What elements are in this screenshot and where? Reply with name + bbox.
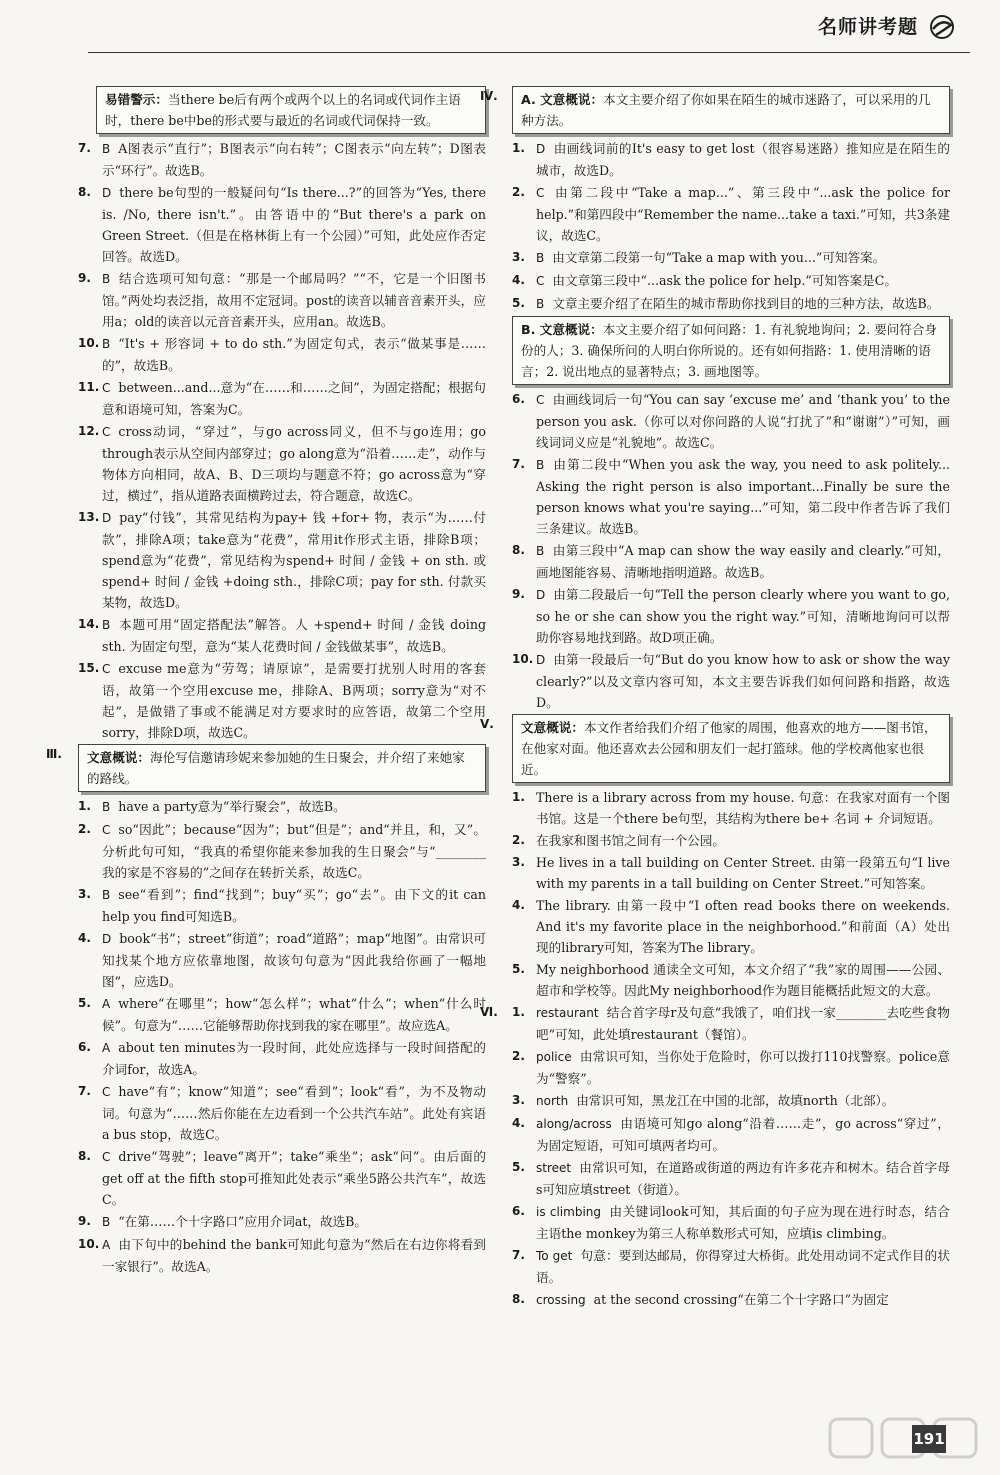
answer-item	[78, 182, 486, 267]
section-roman: Ⅳ.	[480, 89, 498, 103]
header-brand	[818, 14, 960, 40]
item-answer: To get	[536, 1249, 573, 1263]
item-answer: C	[102, 662, 111, 676]
item-explanation: 由画线词前的It's easy to get lost（很容易迷路）推知应是在陌生的城市，故选D。	[536, 141, 950, 178]
item-answer: B	[102, 337, 111, 351]
item-explanation: drive“驾驶”；leave“离开”；take“乘坐”；ask“问”。由后面的get off at the fifth stop可推知此处表示“乘坐5路公共汽车”，故选C。	[102, 1149, 486, 1207]
item-number: 8.	[78, 185, 91, 199]
item-number: 7.	[512, 1248, 525, 1262]
page-number: 191	[912, 1425, 946, 1453]
brand-logo-icon	[924, 14, 960, 40]
item-number: 6.	[512, 392, 525, 406]
answer-item	[512, 830, 950, 851]
item-answer: D	[102, 932, 112, 946]
item-explanation: 结合选项可知句意：“那是一个邮局吗？”“不，它是一个旧图书馆。”两处均表泛指，故用不定冠词。post的读音以辅音音素开头，应用a；old的读音以元音音素开头，应用an。故选B。	[102, 271, 486, 329]
item-number: 1.	[512, 141, 525, 155]
item-explanation: 文章主要介绍了在陌生的城市帮助你找到目的地的三种方法，故选B。	[552, 296, 940, 311]
item-answer: street	[536, 1161, 572, 1175]
item-number: 5.	[512, 1160, 525, 1174]
item-number: 2.	[512, 185, 525, 199]
item-answer: C	[536, 186, 545, 200]
item-number: 7.	[512, 457, 525, 471]
answer-item	[78, 614, 486, 657]
section-roman: Ⅲ.	[46, 747, 62, 761]
item-answer: C	[536, 393, 545, 407]
item-explanation: where“在哪里”；how“怎么样”；what“什么”；when“什么时候”。句意为“……它能够帮助你找到我的家在哪里”。故应选A。	[102, 996, 486, 1033]
answer-item	[512, 852, 950, 894]
section-3	[46, 744, 486, 1277]
item-number: 14.	[78, 617, 100, 631]
answer-item	[512, 1002, 950, 1045]
brand-title: 名师讲考题	[817, 15, 918, 38]
answer-item	[78, 1081, 486, 1145]
item-number: 11.	[78, 380, 100, 394]
item-explanation: 由关键词look可知，其后面的句子应为现在进行时态，结合主语the monkey为第三人称单数形式可知，应填is climbing。	[536, 1204, 951, 1241]
item-answer: crossing	[536, 1293, 586, 1307]
answer-item	[512, 182, 950, 246]
item-answer: restaurant	[536, 1006, 599, 1020]
answer-item	[78, 1146, 486, 1210]
item-number: 10.	[78, 336, 100, 350]
item-answer: C	[536, 274, 545, 288]
item-explanation: My neighborhood 通读全文可知，本文介绍了“我”家的周围——公园、超市和学校等。因此My neighborhood作为题目能概括此短文的大意。	[536, 962, 950, 998]
item-explanation: have“有”；know“知道”；see“看到”；look“看”，为不及物动词。句意为“……然后你能在左边看到一个公共汽车站”。此处有宾语a bus stop，故选C。	[102, 1084, 486, 1142]
item-answer: north	[536, 1094, 569, 1108]
item-explanation: book“书”；street“街道”；road“道路”；map“地图”。由常识可知找某个地方应依靠地图，故该句句意为“因此我给你画了一幅地图”，应选D。	[102, 931, 486, 989]
item-answer: B	[102, 272, 111, 286]
answer-item	[78, 507, 486, 613]
item-number: 8.	[512, 543, 525, 557]
item-number: 9.	[78, 271, 91, 285]
answer-item	[78, 377, 486, 420]
item-answer: A	[102, 1238, 111, 1252]
right-column	[480, 86, 951, 1312]
item-number: 9.	[78, 1214, 91, 1228]
item-number: 4.	[512, 273, 525, 287]
answer-item	[512, 895, 950, 958]
item-explanation: 由第一段最后一句“But do you know how to ask or show the way clearly?”以及文章内容可知，本文主要告诉我们如何问路和指路，故选D。	[536, 652, 950, 710]
item-number: 7.	[78, 141, 91, 155]
summary-label: 文意概说：	[87, 750, 150, 765]
item-answer: C	[102, 381, 111, 395]
item-explanation: 结合首字母r及句意“我饿了，咱们找一家________去吃些食物吧”可知，此处填restaurant（餐馆）。	[536, 1005, 950, 1042]
answer-item	[512, 138, 950, 181]
summary-box	[78, 744, 486, 792]
item-answer: C	[102, 823, 111, 837]
answer-item	[512, 1090, 950, 1112]
section-4	[480, 86, 950, 713]
answer-item	[512, 649, 950, 713]
item-number: 1.	[512, 1005, 525, 1019]
item-answer: C	[102, 1085, 111, 1099]
answer-item	[78, 138, 486, 181]
answer-item	[512, 247, 950, 269]
warning-box	[96, 86, 486, 134]
item-explanation: 由下句中的behind the bank可知此句意为“然后在右边你将看到一家银行”。故选A。	[102, 1237, 486, 1274]
item-number: 1.	[78, 799, 91, 813]
item-number: 13.	[78, 510, 100, 524]
item-number: 5.	[512, 296, 525, 310]
answer-item	[512, 1046, 950, 1089]
item-answer: B	[536, 251, 545, 265]
item-answer: D	[536, 653, 546, 667]
answer-item	[78, 268, 486, 332]
item-answer: B	[102, 1215, 111, 1229]
answer-item	[512, 454, 950, 539]
answer-item	[512, 540, 950, 583]
section-5	[480, 714, 950, 1001]
answer-item	[512, 1157, 950, 1200]
item-explanation: cross动词，“穿过”，与go across同义，但不与go连用；go through表示从空间内部穿过；go along意为“沿着……走”，动作与物体方向相同，故A、B、D三项均与题意不符；go across意为“穿过，横过”，指从道路表面横跨过去，符合题意，故选C。	[102, 424, 486, 503]
answer-item	[512, 293, 950, 315]
item-answer: D	[536, 142, 546, 156]
item-answer: D	[102, 511, 112, 525]
answer-item	[78, 658, 486, 743]
item-answer: B	[102, 618, 111, 632]
header-rule	[88, 52, 970, 53]
item-number: 5.	[512, 962, 525, 976]
answer-item	[78, 1211, 486, 1233]
answer-item	[78, 796, 486, 818]
item-number: 2.	[512, 1049, 525, 1063]
left-column	[46, 86, 486, 1278]
answer-item	[512, 959, 950, 1001]
item-number: 8.	[78, 1149, 91, 1163]
item-explanation: pay“付钱”，其常见结构为pay+ 钱 +for+ 物，表示“为……付款”，排除A项；take意为“花费”，常用it作形式主语，排除B项；spend意为“花费”，常见结构为spend+ 时间 / 金钱 + on sth. 或spend+ 时间 / 金钱 +doing sth.，排除C项；pay for sth. 付款买某物，故选D。	[102, 510, 486, 610]
item-number: 4.	[512, 1116, 525, 1130]
item-explanation: there be句型的一般疑问句“Is there...?”的回答为“Yes, there is. /No, there isn't.”。由答语中的“But there's a park on Green Street.（但是在格林街上有一个公园）”可知，此处应作否定回答。故选D。	[102, 185, 486, 264]
item-number: 10.	[78, 1237, 100, 1251]
answer-item	[78, 884, 486, 927]
item-answer: police	[536, 1050, 572, 1064]
warning-label: 易错警示：	[105, 92, 168, 107]
item-number: 3.	[512, 1093, 525, 1107]
answer-item	[512, 584, 950, 648]
item-number: 5.	[78, 996, 91, 1010]
item-answer: B	[536, 458, 545, 472]
section-roman: Ⅴ.	[480, 717, 494, 731]
summary-box	[512, 714, 950, 783]
answer-item	[78, 928, 486, 992]
item-number: 4.	[512, 898, 525, 912]
item-number: 3.	[78, 887, 91, 901]
item-explanation: “在第……个十字路口”应用介词at，故选B。	[118, 1214, 368, 1229]
summary-label: B. 文意概说：	[521, 322, 603, 337]
summary-text: 本文作者给我们介绍了他家的周围，他喜欢的地方——图书馆，在他家对面。他还喜欢去公园和朋友们一起打篮球。他的学校离他家也很近。	[521, 720, 937, 777]
item-answer: B	[102, 800, 111, 814]
item-explanation: He lives in a tall building on Center Street. 由第一段第五句“I live with my parents in a tall building on Center Street.”可知答案。	[536, 855, 950, 891]
item-explanation: 在我家和图书馆之间有一个公园。	[536, 833, 725, 848]
item-explanation: have a party意为“举行聚会”，故选B。	[118, 799, 346, 814]
item-explanation: “It's + 形容词 + to do sth.”为固定句式，表示“做某事是……的”，故选B。	[102, 336, 486, 373]
warning-text: 当there be后有两个或两个以上的名词或代词作主语时，there be中be的形式要与最近的名词或代词保持一致。	[105, 92, 461, 128]
item-number: 10.	[512, 652, 534, 666]
item-answer: B	[536, 297, 545, 311]
answer-item	[512, 389, 950, 453]
item-explanation: excuse me意为“劳驾；请原谅”，是需要打扰别人时用的客套语，故第一个空用excuse me，排除A、B两项；sorry意为“对不起”，是做错了事或不能满足对方要求时的应答语，故第二个空用sorry，排除D项，故选C。	[102, 661, 486, 740]
item-answer: B	[102, 888, 111, 902]
item-explanation: between...and...意为“在……和……之间”，为固定搭配；根据句意和语境可知，答案为C。	[102, 380, 486, 417]
answer-item	[512, 1201, 950, 1244]
summary-box-a	[512, 86, 950, 134]
item-explanation: 由常识可知，当你处于危险时，你可以拨打110找警察。police意为“警察”。	[536, 1049, 950, 1086]
item-number: 15.	[78, 661, 100, 675]
item-explanation: see“看到”；find“找到”；buy“买”；go“去”。由下文的it can help you find可知选B。	[102, 887, 486, 924]
item-explanation: A图表示“直行”；B图表示“向右转”；C图表示“向左转”；D图表示“环行”。故选B。	[102, 141, 486, 178]
watermark-logo-icon	[826, 1413, 986, 1469]
summary-text: 本文主要介绍了如何问路：1. 有礼貌地询问；2. 要问符合身份的人；3. 确保所问的人明白你所说的。还有如何指路：1. 使用清晰的语言；2. 说出地点的显著特点；3. 画地图等。	[521, 322, 938, 379]
item-answer: C	[102, 425, 111, 439]
answer-item	[78, 993, 486, 1036]
item-explanation: 由语境可知go along“沿着……走”，go across“穿过”，为固定短语，可知可填两者均可。	[536, 1116, 950, 1153]
answer-item	[512, 1289, 950, 1311]
item-number: 6.	[512, 1204, 525, 1218]
item-explanation: 由画线词后一句“You can say ‘excuse me’ and ‘thank you’ to the person you ask.（你可以对你问路的人说“打扰了”和“谢谢”）”可知，画线词词义应是“礼貌地”。故选C。	[536, 392, 950, 450]
item-explanation: 由常识可知，在道路或街道的两边有许多花卉和树木。结合首字母s可知应填street（街道）。	[536, 1160, 950, 1197]
item-explanation: 由第二段最后一句“Tell the person clearly where you want to go, so he or she can show you the right way.”可知，清晰地询问可以帮助你容易地找到路。故D项正确。	[536, 587, 950, 645]
item-number: 1.	[512, 790, 525, 804]
answer-item	[512, 270, 950, 292]
item-number: 7.	[78, 1084, 91, 1098]
summary-label: 文意概说：	[521, 720, 584, 735]
item-answer: D	[102, 186, 112, 200]
item-answer: B	[536, 544, 545, 558]
item-explanation: about ten minutes为一段时间，此处应选择与一段时间搭配的介词for，故选A。	[102, 1040, 486, 1077]
item-number: 12.	[78, 424, 100, 438]
item-explanation: 由常识可知，黑龙江在中国的北部，故填north（北部）。	[576, 1093, 895, 1108]
item-answer: A	[102, 1041, 111, 1055]
summary-text: 海伦写信邀请珍妮来参加她的生日聚会，并介绍了来她家的路线。	[87, 750, 465, 786]
item-number: 9.	[512, 587, 525, 601]
item-explanation: 由第二段中“When you ask the way, you need to ask politely... Asking the right person is also important...Finally be sure the person knows what you're saying...”可知，第二段中作者告诉了我们三条建议。故选B。	[536, 457, 950, 536]
item-explanation: 由第三段中“A map can show the way easily and clearly.”可知，画地图能容易、清晰地指明道路。故选B。	[536, 543, 950, 580]
answer-item	[78, 819, 486, 883]
item-number: 4.	[78, 931, 91, 945]
answer-item	[78, 421, 486, 506]
item-number: 2.	[78, 822, 91, 836]
item-number: 3.	[512, 250, 525, 264]
item-explanation: so“因此”；because“因为”；but“但是”；and“并且，和，又”。分析此句可知，“我真的希望你能来参加我的生日聚会”与“________我的家是不容易的”之间存在转折关系，故选C。	[102, 822, 486, 880]
section-6	[480, 1002, 951, 1311]
answer-item	[512, 787, 950, 829]
summary-text: 本文主要介绍了你如果在陌生的城市迷路了，可以采用的几种方法。	[521, 92, 931, 128]
answer-item	[512, 1113, 950, 1156]
section-roman: Ⅵ.	[480, 1005, 498, 1019]
item-answer: A	[102, 997, 111, 1011]
item-explanation: There is a library across from my house. 句意：在我家对面有一个图书馆。这是一个there be句型，其结构为there be+ 名词 + 介词短语。	[536, 790, 950, 826]
answer-item	[78, 1037, 486, 1080]
item-explanation: 句意：要到达邮局，你得穿过大桥街。此处用动词不定式作目的状语。	[536, 1248, 951, 1285]
item-answer: is climbing	[536, 1205, 602, 1219]
summary-label: A. 文意概说：	[521, 92, 604, 107]
item-answer: C	[102, 1150, 111, 1164]
item-explanation: 由文章第三段中“...ask the police for help.”可知答案是C。	[552, 273, 897, 288]
item-explanation: The library. 由第一段中“I often read books there on weekends. And it's my favorite place in the neighborhood.”和前面（A）处出现的library可知，答案为The library。	[536, 898, 950, 955]
item-number: 6.	[78, 1040, 91, 1054]
item-explanation: at the second crossing“在第二个十字路口”为固定	[593, 1292, 889, 1307]
summary-box-b	[512, 316, 950, 385]
item-answer: along/across	[536, 1117, 612, 1131]
item-number: 8.	[512, 1292, 525, 1306]
answer-item	[78, 1234, 486, 1277]
item-explanation: 本题可用“固定搭配法”解答。人 +spend+ 时间 / 金钱 doing sth. 为固定句型，意为“某人花费时间 / 金钱做某事”，故选B。	[102, 617, 486, 654]
item-explanation: 由第二段中“Take a map...”、第三段中“...ask the police for help.”和第四段中“Remember the name...take a taxi.”可知，共3条建议，故选C。	[536, 185, 950, 243]
item-answer: D	[536, 588, 546, 602]
item-number: 3.	[512, 855, 525, 869]
section2-items	[78, 138, 486, 743]
item-number: 2.	[512, 833, 525, 847]
item-explanation: 由文章第二段第一句“Take a map with you...”可知答案。	[552, 250, 886, 265]
answer-item	[78, 333, 486, 376]
item-answer: B	[102, 142, 111, 156]
answer-item	[512, 1245, 950, 1288]
